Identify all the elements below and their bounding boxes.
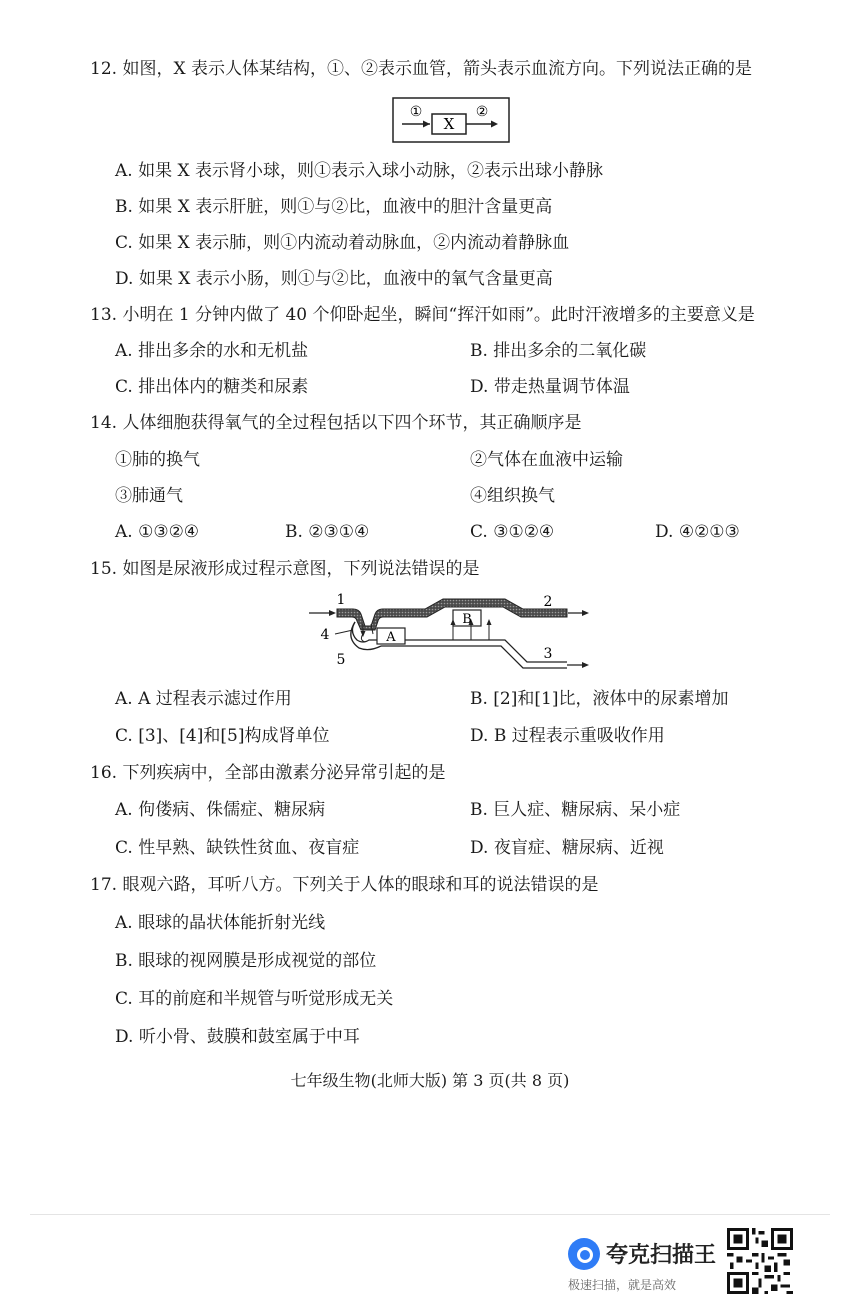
q15-arrow-in bbox=[329, 610, 336, 616]
q12-label-1: ① bbox=[409, 104, 423, 120]
q13-option-c: C. 排出体内的糖类和尿素 bbox=[115, 377, 309, 397]
q17-option-a: A. 眼球的晶状体能折射光线 bbox=[115, 913, 326, 933]
q13-stem: 13. 小明在 1 分钟内做了 40 个仰卧起坐，瞬间“挥汗如雨”。此时汗液增多的主要意义是 bbox=[90, 305, 755, 325]
q15-label-1: 1 bbox=[336, 592, 346, 608]
q17-stem: 17. 眼观六路，耳听八方。下列关于人体的眼球和耳的说法错误的是 bbox=[90, 875, 599, 895]
q16-option-d: D. 夜盲症、糖尿病、近视 bbox=[470, 838, 664, 858]
q15-label-5: 5 bbox=[336, 652, 346, 668]
divider bbox=[30, 1214, 830, 1215]
q12-option-b: B. 如果 X 表示肝脏，则①与②比，血液中的胆汁含量更高 bbox=[115, 197, 553, 217]
quark-logo-icon bbox=[568, 1238, 600, 1270]
q13-option-a: A. 排出多余的水和无机盐 bbox=[115, 341, 309, 361]
q15-label-a: A bbox=[386, 630, 396, 645]
q12-option-a: A. 如果 X 表示肾小球，则①表示入球小动脉，②表示出球小静脉 bbox=[115, 161, 603, 181]
q15-option-d: D. B 过程表示重吸收作用 bbox=[470, 726, 665, 746]
q14-item-3: ③肺通气 bbox=[115, 486, 183, 506]
q15-label-2: 2 bbox=[543, 594, 553, 610]
q12-figure bbox=[392, 97, 510, 143]
q16-stem: 16. 下列疾病中，全部由激素分泌异常引起的是 bbox=[90, 763, 446, 783]
q12-arrow-out bbox=[491, 121, 498, 128]
q15-arrow-out-2 bbox=[582, 610, 589, 616]
q12-option-d: D. 如果 X 表示小肠，则①与②比，血液中的氧气含量更高 bbox=[115, 269, 553, 289]
qr-code-icon bbox=[727, 1228, 793, 1294]
q15-stem: 15. 如图是尿液形成过程示意图，下列说法错误的是 bbox=[90, 559, 480, 579]
q15-option-c: C. [3]、[4]和[5]构成肾单位 bbox=[115, 726, 330, 746]
q15-label-b: B bbox=[462, 612, 472, 627]
brand-name: 夸克扫描王 bbox=[606, 1243, 717, 1268]
q16-option-a: A. 佝偻病、侏儒症、糖尿病 bbox=[115, 800, 326, 820]
q15-label-4: 4 bbox=[320, 627, 330, 643]
q14-item-2: ②气体在血液中运输 bbox=[470, 450, 623, 470]
q12-arrow-in bbox=[423, 121, 430, 128]
q14-item-1: ①肺的换气 bbox=[115, 450, 200, 470]
q14-option-c: C. ③①②④ bbox=[470, 522, 555, 542]
q12-label-x: X bbox=[443, 115, 455, 133]
q14-option-b: B. ②③①④ bbox=[285, 522, 370, 542]
q13-option-b: B. 排出多余的二氧化碳 bbox=[470, 341, 647, 361]
q14-stem: 14. 人体细胞获得氧气的全过程包括以下四个环节，其正确顺序是 bbox=[90, 413, 582, 433]
q15-label-3: 3 bbox=[543, 646, 553, 662]
q12-stem: 12. 如图，X 表示人体某结构，①、②表示血管，箭头表示血流方向。下列说法正确的是 bbox=[90, 59, 752, 79]
q16-option-c: C. 性早熟、缺铁性贫血、夜盲症 bbox=[115, 838, 360, 858]
q15-arrow-out-3 bbox=[582, 662, 589, 668]
q17-option-c: C. 耳的前庭和半规管与听觉形成无关 bbox=[115, 989, 394, 1009]
q16-option-b: B. 巨人症、糖尿病、呆小症 bbox=[470, 800, 681, 820]
scanner-watermark bbox=[562, 1234, 722, 1296]
q17-option-b: B. 眼球的视网膜是形成视觉的部位 bbox=[115, 951, 377, 971]
q15-option-b: B. [2]和[1]比，液体中的尿素增加 bbox=[470, 689, 729, 709]
q12-option-c: C. 如果 X 表示肺，则①内流动着动脉血，②内流动着静脉血 bbox=[115, 233, 570, 253]
brand-slogan: 极速扫描，就是高效 bbox=[568, 1278, 677, 1292]
q14-item-4: ④组织换气 bbox=[470, 486, 555, 506]
q17-option-d: D. 听小骨、鼓膜和鼓室属于中耳 bbox=[115, 1027, 360, 1047]
q14-option-d: D. ④②①③ bbox=[655, 522, 740, 542]
q14-option-a: A. ①③②④ bbox=[115, 522, 200, 542]
page-footer: 七年级生物(北师大版) 第 3 页(共 8 页) bbox=[290, 1071, 570, 1090]
q15-option-a: A. A 过程表示滤过作用 bbox=[115, 689, 292, 709]
q15-nephron-figure bbox=[305, 590, 595, 675]
q15-tubule-inner bbox=[381, 646, 567, 668]
q12-label-2: ② bbox=[475, 104, 489, 120]
q13-option-d: D. 带走热量调节体温 bbox=[470, 377, 630, 397]
